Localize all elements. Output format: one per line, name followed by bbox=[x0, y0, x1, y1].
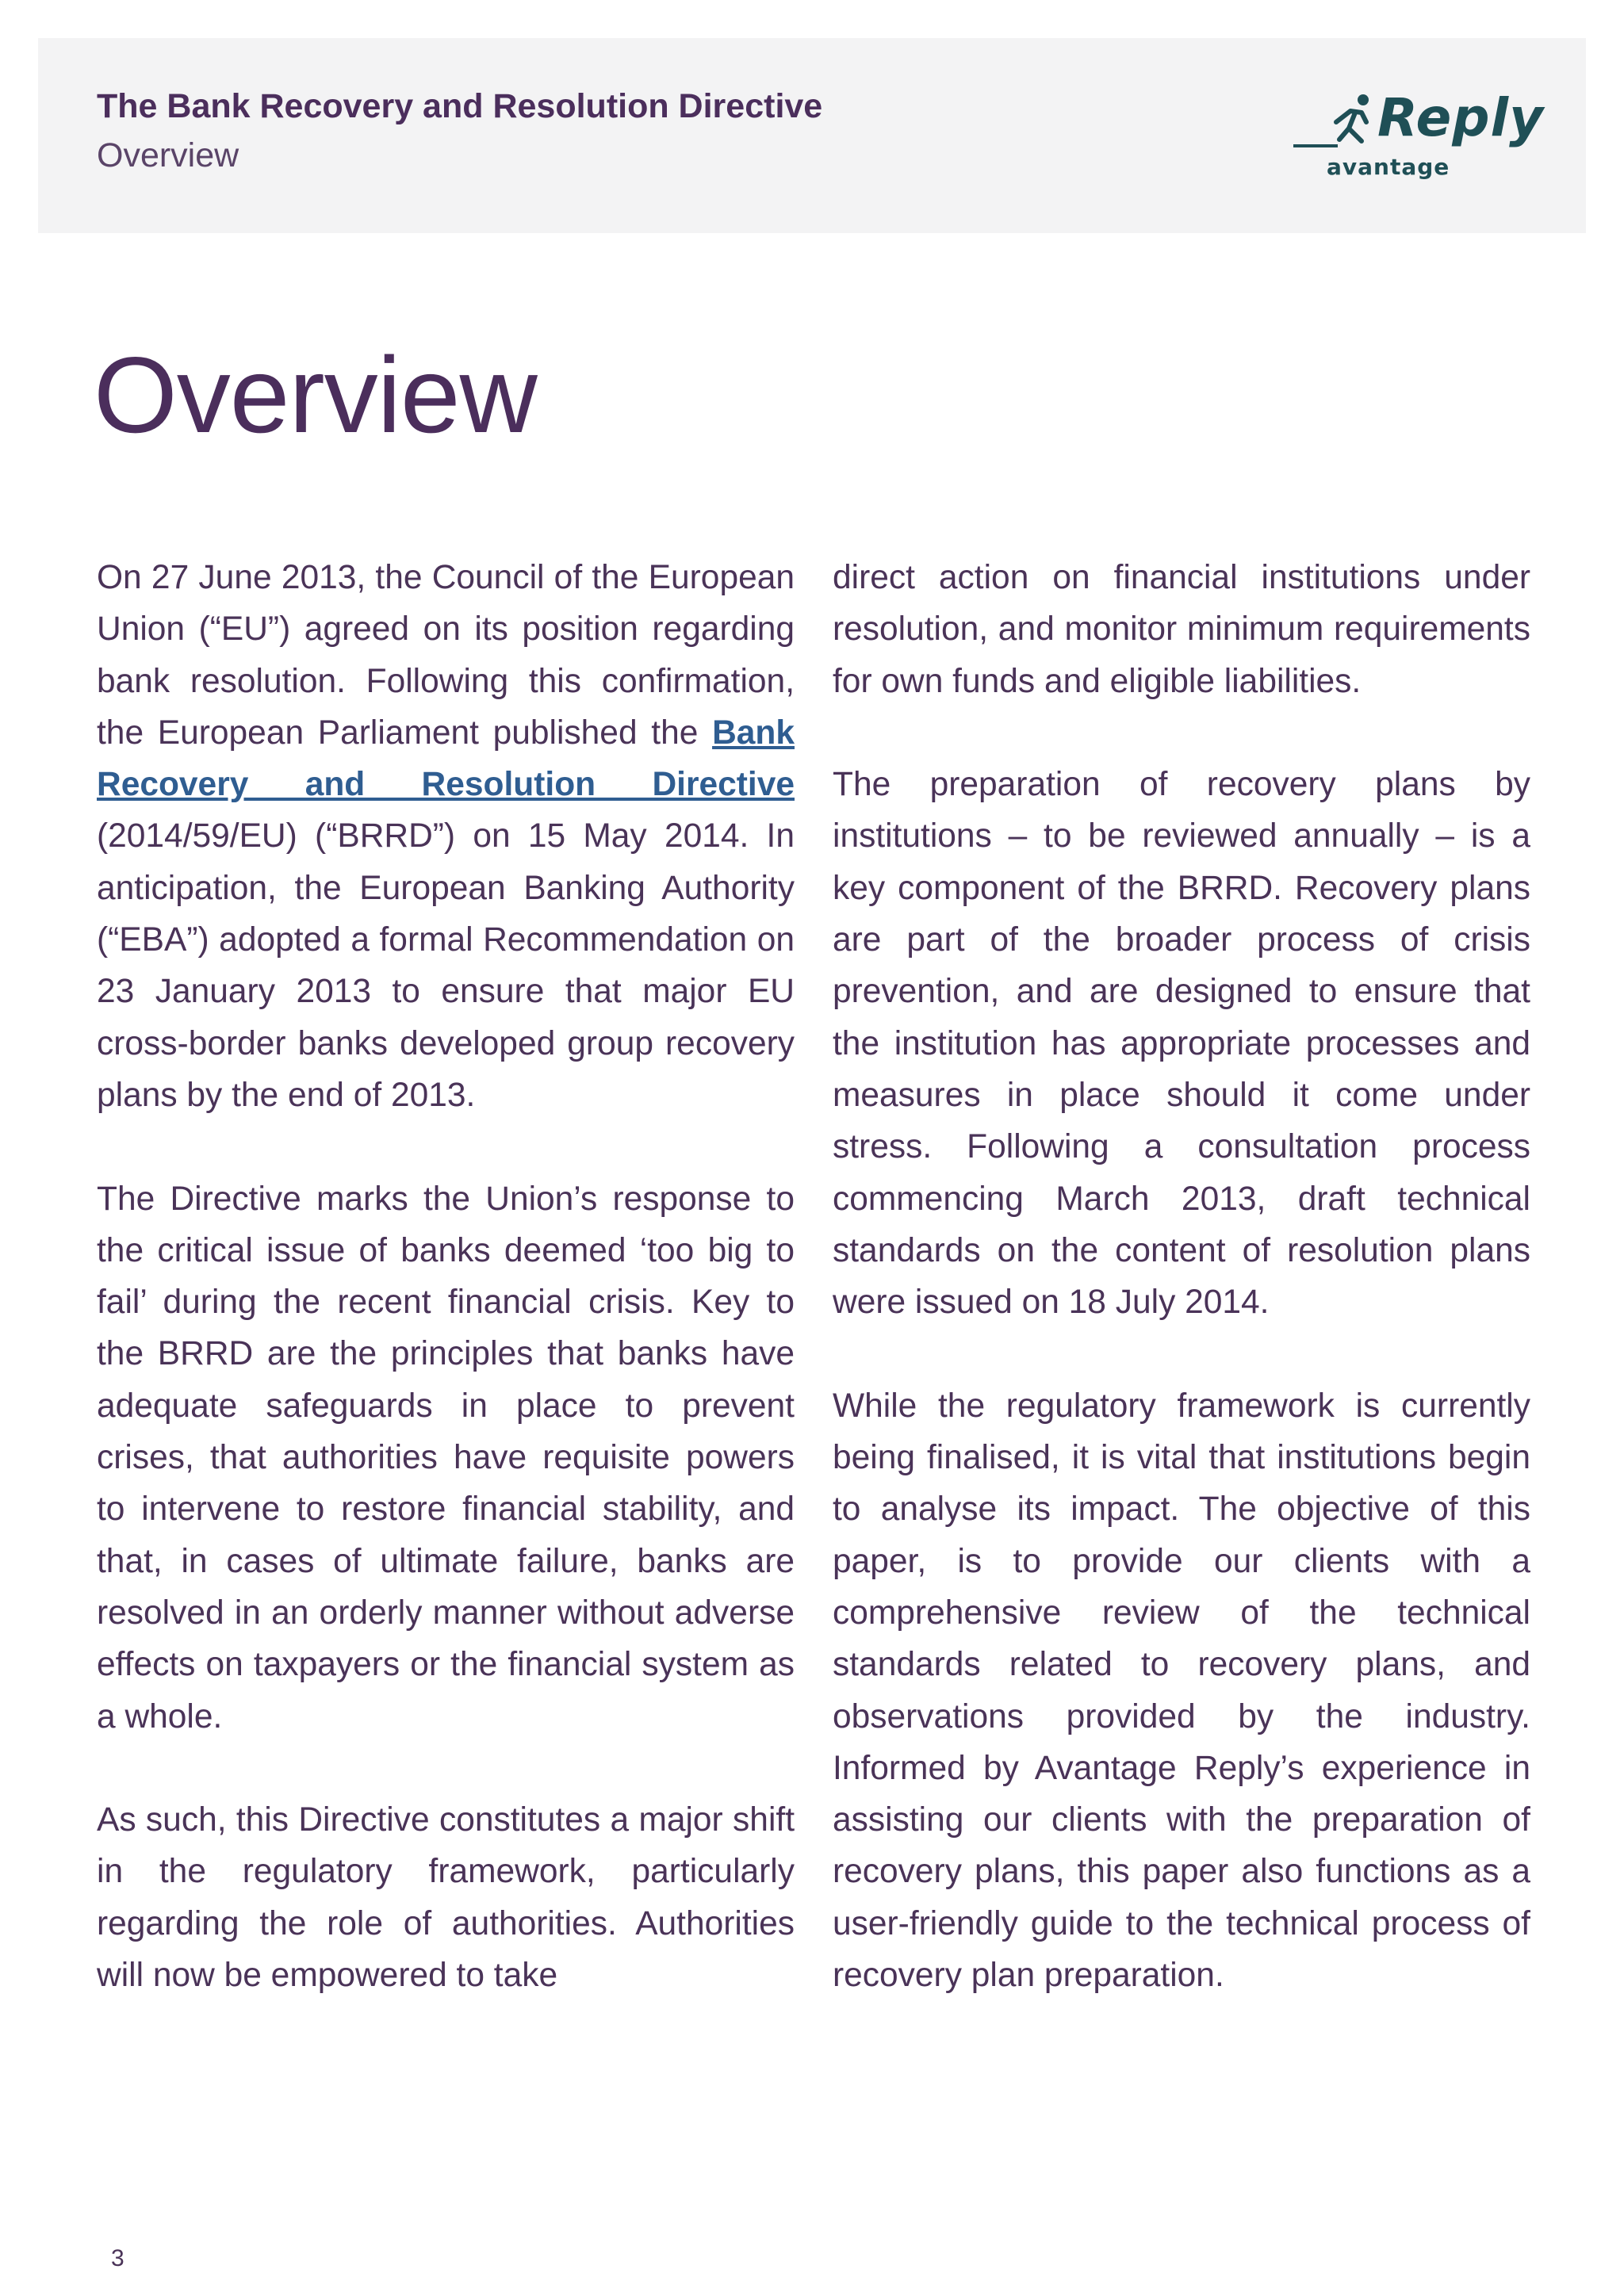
left-paragraph-2: The Directive marks the Union’s response to the critical issue of banks deemed ‘too big to fail’ during the recent financial crisis. Key to the BRRD are the principles that banks have adequate safeguards in place to prevent crises, that authorities have requisite powers to intervene to restore financial stability, and that, in cases of ultimate failure, banks are resolved in an orderly manner without adverse effects on taxpayers or the financial system as a whole. bbox=[97, 1180, 795, 1735]
left-p1-text-after-link: (2014/59/EU) (“BRRD”) on 15 May 2014. In anticipation, the European Banking Authority (“EBA”) adopted a formal Recommendation on 23 January 2013 to ensure that major EU cross-border banks developed group recovery plans by the end of 2013. bbox=[97, 817, 795, 1114]
header-title: The Bank Recovery and Resolution Directive bbox=[97, 87, 823, 125]
left-paragraph-1 bbox=[97, 552, 795, 1121]
right-paragraph-1: direct action on financial institutions under resolution, and monitor minimum requirements for own funds and eligible liabilities. bbox=[833, 559, 1530, 700]
logo-subtext: avantage bbox=[1327, 154, 1450, 180]
runner-icon bbox=[1289, 90, 1377, 154]
right-column bbox=[833, 552, 1530, 2053]
left-p1-text-before-link: On 27 June 2013, the Council of the European Union (“EU”) agreed on its position regarding bank resolution. Following this confirmation, the European Parliament published the bbox=[97, 559, 795, 752]
right-paragraph-3: While the regulatory framework is currently being finalised, it is vital that institutions begin to analyse its impact. The objective of this paper, is to provide our clients with a comprehensive review of the technical standards related to recovery plans, and observations provided by the industry. Informed by Avantage Reply’s experience in assisting our clients with the preparation of recovery plans, this paper also functions as a user-friendly guide to the technical process of recovery plan preparation. bbox=[833, 1387, 1530, 1995]
brrd-link[interactable]: Bank Recovery and Resolution Directive bbox=[97, 714, 795, 804]
left-paragraph-3: As such, this Directive constitutes a major shift in the regulatory framework, particularly regarding the role of authorities. Authorities will now be empowered to take bbox=[97, 1801, 795, 1995]
reply-avantage-logo bbox=[1289, 87, 1545, 186]
left-column bbox=[97, 552, 795, 2053]
page-title: Overview bbox=[94, 335, 537, 455]
logo-wordmark: Reply bbox=[1377, 87, 1545, 148]
right-paragraph-2: The preparation of recovery plans by institutions – to be reviewed annually – is a key component of the BRRD. Recovery plans are part of the broader process of crisis prevention, and are designed to ensure that the institution has appropriate processes and measures in place should it come under stress. Following a consultation process commencing March 2013, draft technical standards on the content of resolution plans were issued on 18 July 2014. bbox=[833, 766, 1530, 1322]
page-number: 3 bbox=[111, 2245, 124, 2271]
header-subtitle: Overview bbox=[97, 136, 239, 174]
